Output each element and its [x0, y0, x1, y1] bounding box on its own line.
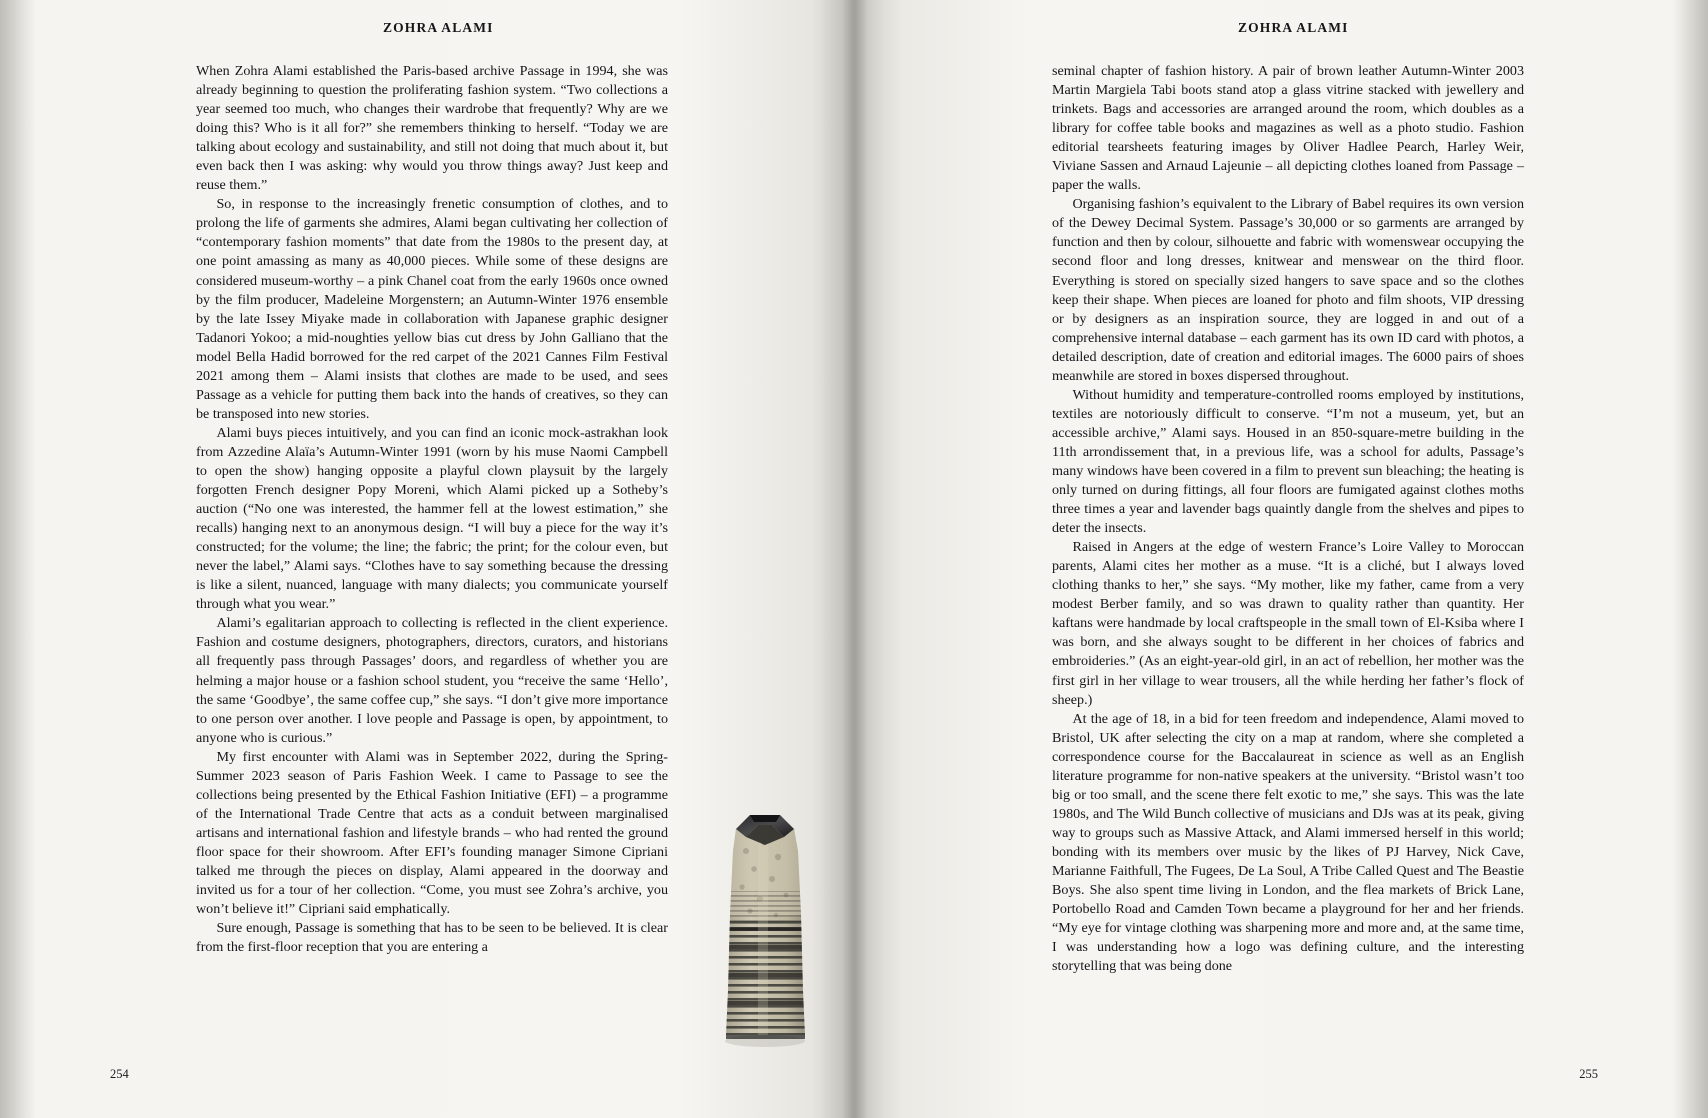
folio-left: 254 [110, 1067, 129, 1081]
running-head-left: ZOHRA ALAMI [383, 20, 494, 35]
body-text-column-left [196, 62, 668, 957]
paragraph: Alami buys pieces intuitively, and you can find an iconic mock-astrakhan look from Azzedine Alaïa’s Autumn-Winter 1991 (worn by his muse Naomi Campbell to open the show) hanging opposite a playful clown playsuit by the largely forgotten French designer Popy Moreni, which Alami picked up a Sotheby’s auction (“No one was interested, the hammer fell at the lowest estimation,” she recalls) hanging next to an anonymous design. “I will buy a piece for the way it’s constructed; for the volume; the line; the fabric; the print; for the colour even, but never the label,” Alami says. “Clothes have to say something because the dressing is like a silent, nuanced, language with many dialects; you communicate yourself through what you wear.” [196, 424, 668, 613]
paragraph: Without humidity and temperature-controlled rooms employed by institutions, textiles are notoriously difficult to conserve. “I’m not a museum, yet, but an accessible archive,” Alami says. Housed in an 850-square-metre building in the 11th arrondissement that, in a previous life, was a school for adults, Passage’s many windows have been covered in a film to prevent sun bleaching; the heating is only turned on during fittings, all four floors are fumigated against clothes moths three times a year and lavender bags quaintly dangle from the shelves and pipes to deter the insects. [1052, 386, 1524, 537]
paragraph: seminal chapter of fashion history. A pair of brown leather Autumn-Winter 2003 Martin Margiela Tabi boots stand atop a glass vitrine stacked with jewellery and trinkets. Bags and accessories are arranged around the room, which doubles as a library for coffee table books and magazines as well as a photo studio. Fashion editorial tearsheets featuring images by Oliver Hadlee Pearch, Harley Weir, Viviane Sassen and Arnaud Lajeunie – all depicting clothes loaned from Passage – paper the walls. [1052, 63, 1524, 194]
paragraph: My first encounter with Alami was in September 2022, during the Spring-Summer 2023 season of Paris Fashion Week. I came to Passage to see the collections being presented by the Ethical Fashion Initiative (EFI) – a programme of the International Trade Centre that acts as a conduit between marginalised artisans and international fashion and lifestyle brands – who had rented the ground floor space for their showroom. After EFI’s founding manager Simone Cipriani talked me through the pieces on display, Alami appeared in the doorway and invited us for a tour of her collection. “Come, you must see Zohra’s archive, you won’t believe it!” Cipriani said emphatically. [196, 748, 668, 918]
paragraph: Organising fashion’s equivalent to the Library of Babel requires its own version of the Dewey Decimal System. Passage’s 30,000 or so garments are arranged by function and then by colour, silhouette and fabric with womenswear occupying the second floor and long dresses, knitwear and menswear on the third floor. Everything is stored on specially sized hangers to save space and so the clothes keep their shape. When pieces are loaned for photo and film shoots, VIP dressing or by designers as an inspiration source, they are logged in and out of a comprehensive internal database – each garment has its own ID card with photos, a detailed description, date of creation and editorial images. The 6000 pairs of shoes meanwhile are stored in boxes dispersed throughout. [1052, 196, 1524, 384]
running-head-right: ZOHRA ALAMI [1238, 20, 1349, 35]
paragraph: So, in response to the increasingly frenetic consumption of clothes, and to prolong the life of garments she admires, Alami began cultivating her collection of “contemporary fashion moments” that date from the 1980s to the present day, at one point amassing as many as 40,000 pieces. While some of these designs are considered museum-worthy – a pink Chanel coat from the early 1960s once owned by the film producer, Madeleine Morgenstern; an Autumn-Winter 1976 ensemble by the late Issey Miyake made in collaboration with Japanese graphic designer Tadanori Yokoo; a mid-noughties yellow bias cut dress by John Galliano that the model Bella Hadid borrowed for the red carpet of the 2021 Cannes Film Festival 2021 among them – Alami insists that clothes are made to be used, and sees Passage as a vehicle for putting them back into the hands of creatives, so they can be transposed into new stories. [196, 196, 668, 422]
striped-knit-dress-photograph [706, 795, 824, 1055]
paragraph: When Zohra Alami established the Paris-based archive Passage in 1994, she was already beginning to question the proliferating fashion system. “Two collections a year seemed too much, who changes their wardrobe that frequently? Why are we doing this? Who is it all for?” she remembers thinking to herself. “Today we are talking about ecology and sustainability, and still not doing that much about it, but even back then I was asking: why would you throw things away? Just keep and reuse them.” [196, 63, 668, 194]
paragraph: Raised in Angers at the edge of western France’s Loire Valley to Moroccan parents, Alami cites her mother as a muse. “It is a cliché, but I always loved clothing thanks to her,” she says. “My mother, like my father, came from a very modest Berber family, and so was drawn to quality rather than quantity. Her kaftans were handmade by local craftspeople in the small town of El-Ksiba where I was born, and she always sought to be different in her choices of fabrics and embroideries.” (As an eight-year-old girl, in an act of rebellion, her mother was the first girl in her village to wear trousers, all the while herding her father’s flock of sheep.) [1052, 539, 1524, 708]
paragraph: At the age of 18, in a bid for teen freedom and independence, Alami moved to Bristol, UK after selecting the city on a map at random, where she completed a correspondence course for the Baccalaureat in science as well as an English literature programme for non-native speakers at the university. “Bristol wasn’t too big or too small, and the scene there felt exotic to me,” she says. This was the late 1980s, and The Wild Bunch collective of musicians and DJs was at its peak, giving way to groups such as Massive Attack, and Alami immersed herself in this world; bonding with its members over music by the likes of PJ Harvey, Nick Cave, Marianne Faithfull, The Fugees, De La Soul, A Tribe Called Quest and The Beastie Boys. She also spent time living in London, and the flea markets of Brick Lane, Portobello Road and Camden Town became a playground for her and her friends. “My eye for vintage clothing was sharpening more and more and, at the same time, I was understanding how a logo was defining culture, and the interesting storytelling that was being done [1052, 710, 1524, 975]
body-text-column-right [1052, 62, 1524, 976]
paragraph: Sure enough, Passage is something that has to be seen to be believed. It is clear from the first-floor reception that you are entering a [196, 920, 668, 956]
paragraph: Alami’s egalitarian approach to collecting is reflected in the client experience. Fashion and costume designers, photographers, directors, curators, and historians all frequently pass through Passages’ doors, and regardless of whether you are helming a major house or a fashion school student, you “receive the same ‘Hello’, the same ‘Goodbye’, the same coffee cup,” she says. “I don’t give more importance to one person over another. I love people and Passage is open, by appointment, to anyone who is curious.” [196, 615, 668, 746]
folio-right: 255 [1579, 1067, 1598, 1081]
